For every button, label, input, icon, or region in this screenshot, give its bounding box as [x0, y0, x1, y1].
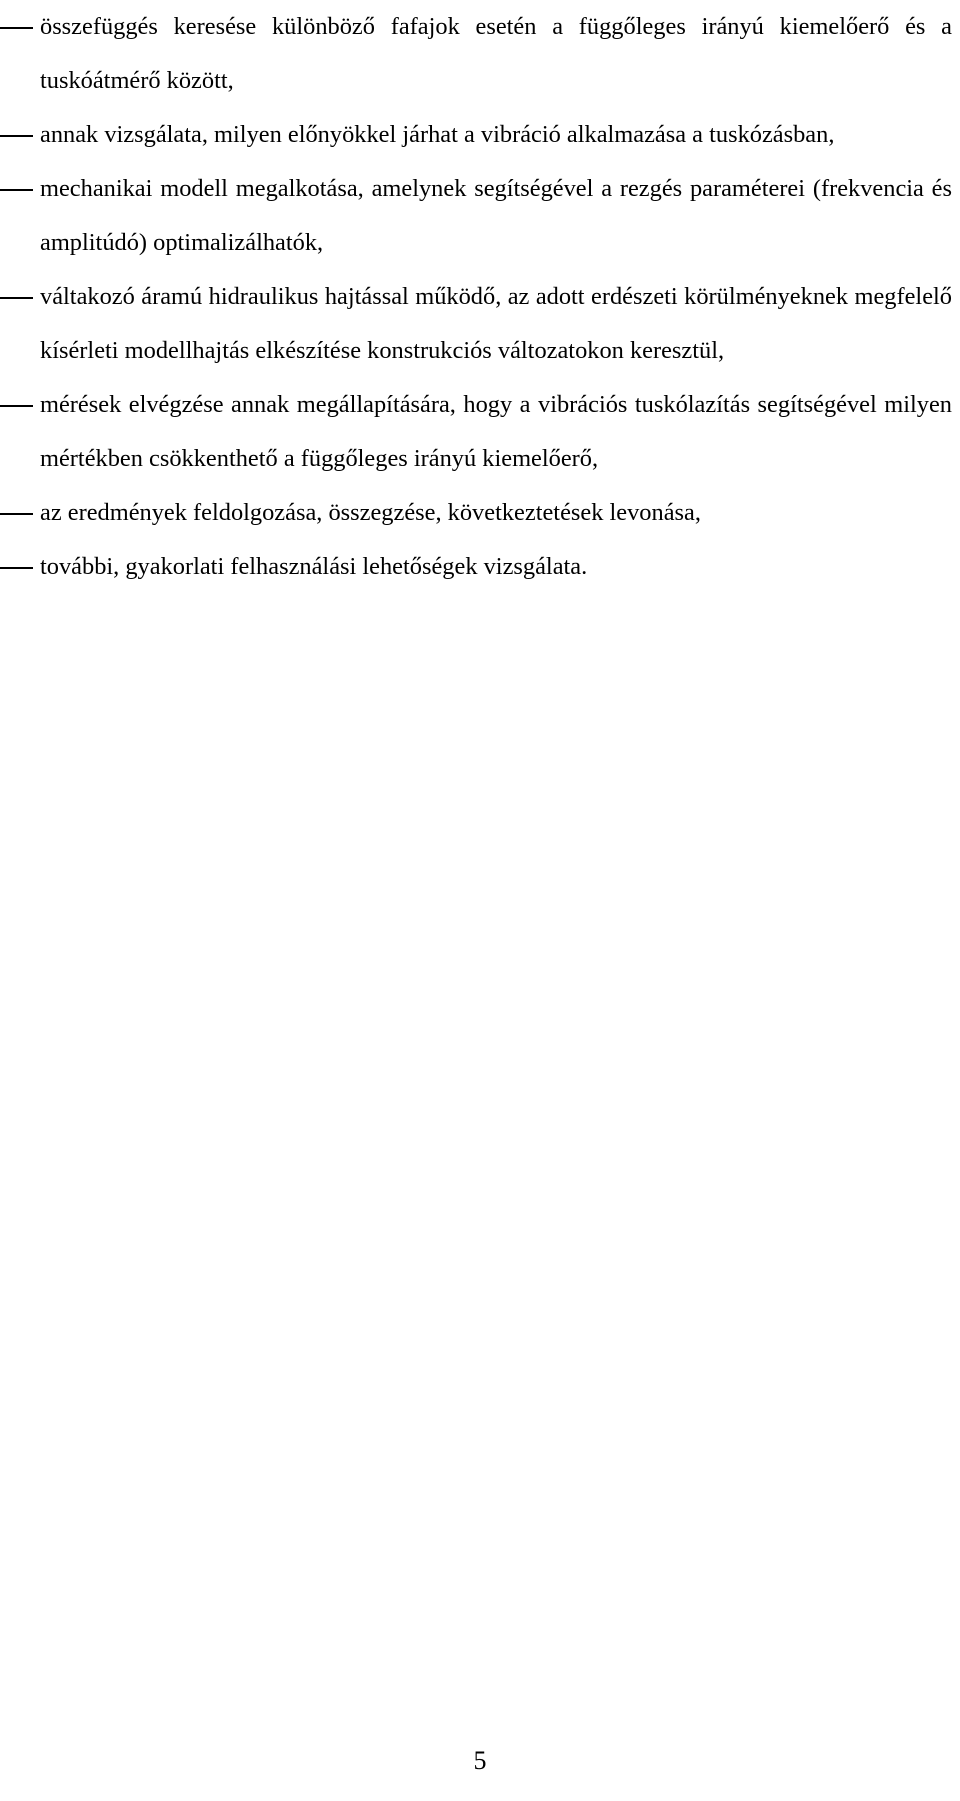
list-item [0, 108, 952, 162]
list-item-text: további, gyakorlati felhasználási lehetőségek vizsgálata. [40, 553, 588, 580]
list-item-text: összefüggés keresése különböző fafajok esetén a függőleges irányú kiemelőerő és a tuskóátmérő között, [40, 13, 952, 94]
list-item [0, 540, 952, 594]
bullet-list [0, 0, 960, 594]
list-item [0, 486, 952, 540]
list-item-text: mérések elvégzése annak megállapítására, hogy a vibrációs tuskólazítás segítségével milyen mértékben csökkenthető a függőleges irányú kiemelőerő, [40, 391, 952, 472]
list-item [0, 378, 952, 486]
list-item [0, 0, 952, 108]
page-number: 5 [473, 1746, 487, 1775]
list-item-text: váltakozó áramú hidraulikus hajtással működő, az adott erdészeti körülményeknek megfelelő kísérleti modellhajtás elkészítése konstrukciós változatokon keresztül, [40, 283, 952, 364]
list-item-text: mechanikai modell megalkotása, amelynek segítségével a rezgés paraméterei (frekvencia és amplitúdó) optimalizálhatók, [40, 175, 952, 256]
list-item [0, 162, 952, 270]
list-item [0, 270, 952, 378]
list-item-text: az eredmények feldolgozása, összegzése, következtetések levonása, [40, 499, 701, 526]
list-item-text: annak vizsgálata, milyen előnyökkel járhat a vibráció alkalmazása a tuskózásban, [40, 121, 835, 148]
